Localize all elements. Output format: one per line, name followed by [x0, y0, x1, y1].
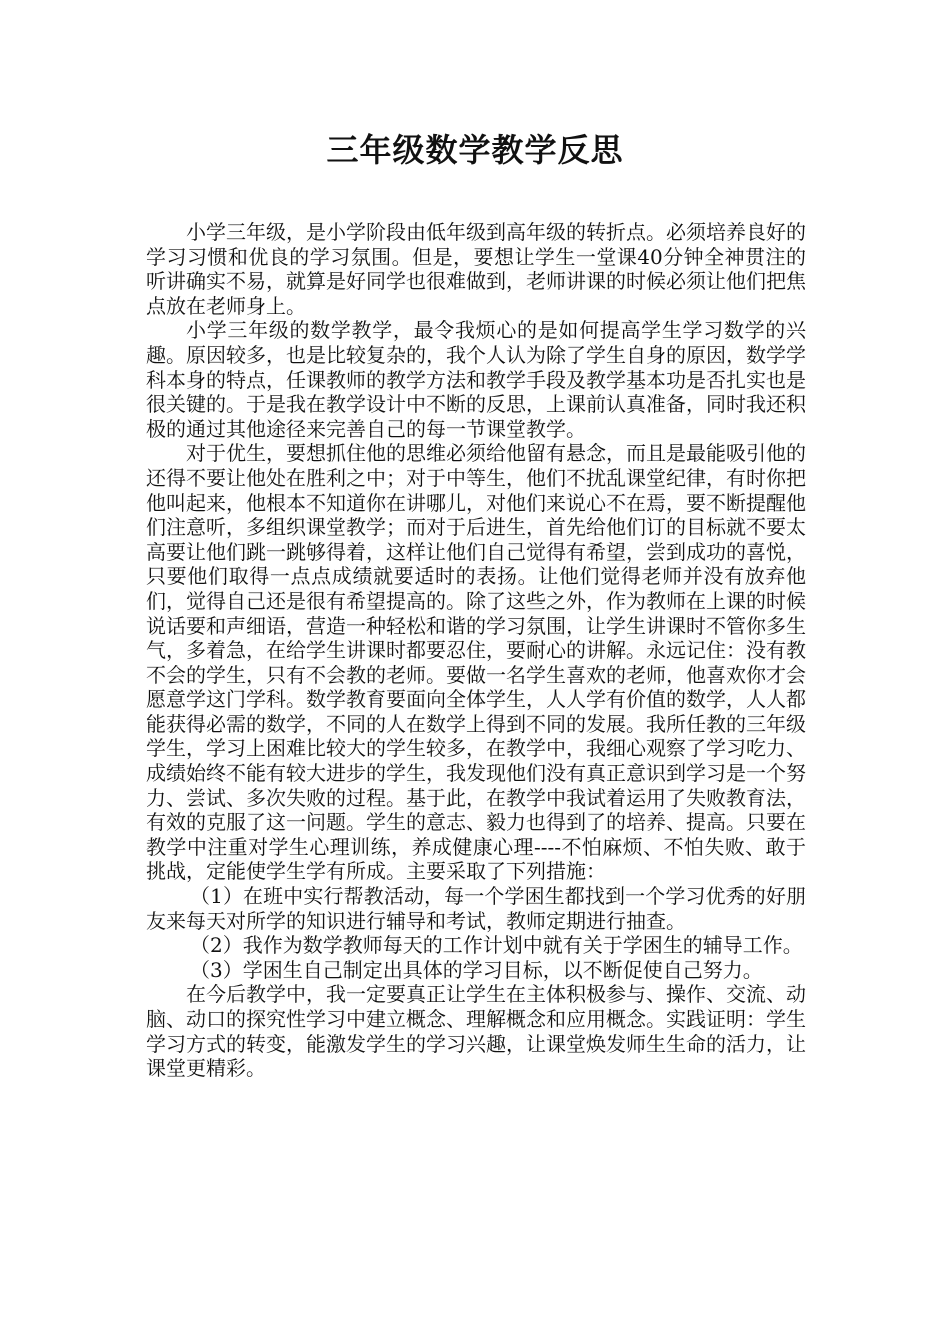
document-body	[146, 220, 806, 1081]
paragraph-intro: 小学三年级，是小学阶段由低年级到高年级的转折点。必须培养良好的学习习惯和优良的学习氛围。但是，要想让学生一堂课40分钟全神贯注的听讲确实不易，就算是好同学也很难做到，老师讲课的时候必须让他们把焦点放在老师身上。	[146, 220, 806, 318]
paragraph-students: 对于优生，要想抓住他的思维必须给他留有悬念，而且是最能吸引他的还得不要让他处在胜利之中；对于中等生，他们不扰乱课堂纪律，有时你把他叫起来，他根本不知道你在讲哪儿，对他们来说心不在焉，要不断提醒他们注意听，多组织课堂教学；而对于后进生，首先给他们订的目标就不要太高要让他们跳一跳够得着，这样让他们自己觉得有希望，尝到成功的喜悦，只要他们取得一点点成绩就要适时的表扬。让他们觉得老师并没有放弃他们，觉得自己还是很有希望提高的。除了这些之外，作为教师在上课的时候说话要和声细语，营造一种轻松和谐的学习氛围，让学生讲课时不管你多生气，多着急，在给学生讲课时都要忍住，要耐心的讲解。永远记住：没有教不会的学生，只有不会教的老师。要做一名学生喜欢的老师，他喜欢你才会愿意学这门学科。数学教育要面向全体学生，人人学有价值的数学，人人都能获得必需的数学，不同的人在数学上得到不同的发展。我所任教的三年级学生，学习上困难比较大的学生较多，在教学中，我细心观察了学习吃力、成绩始终不能有较大进步的学生，我发现他们没有真正意识到学习是一个努力、尝试、多次失败的过程。基于此，在教学中我试着运用了失败教育法，有效的克服了这一问题。学生的意志、毅力也得到了的培养、提高。只要在教学中注重对学生心理训练，养成健康心理----不怕麻烦、不怕失败、敢于挑战，定能使学生学有所成。主要采取了下列措施：	[146, 441, 806, 884]
paragraph-interest: 小学三年级的数学教学，最令我烦心的是如何提高学生学习数学的兴趣。原因较多，也是比较复杂的，我个人认为除了学生自身的原因，数学学科本身的特点，任课教师的教学方法和教学手段及教学基本功是否扎实也是很关键的。于是我在教学设计中不断的反思，上课前认真准备，同时我还积极的通过其他途径来完善自己的每一节课堂教学。	[146, 318, 806, 441]
paragraph-conclusion: 在今后教学中，我一定要真正让学生在主体积极参与、操作、交流、动脑、动口的探究性学习中建立概念、理解概念和应用概念。实践证明：学生学习方式的转变，能激发学生的学习兴趣，让课堂焕发师生生命的活力，让课堂更精彩。	[146, 982, 806, 1081]
document-title: 三年级数学教学反思	[326, 131, 624, 169]
measure-item-2: （2）我作为数学教师每天的工作计划中就有关于学困生的辅导工作。	[190, 933, 803, 958]
measure-item-1: （1）在班中实行帮教活动，每一个学困生都找到一个学习优秀的好朋友来每天对所学的知识进行辅导和考试，教师定期进行抽查。	[146, 884, 806, 933]
measure-item-3: （3）学困生自己制定出具体的学习目标，以不断促使自己努力。	[190, 957, 763, 982]
